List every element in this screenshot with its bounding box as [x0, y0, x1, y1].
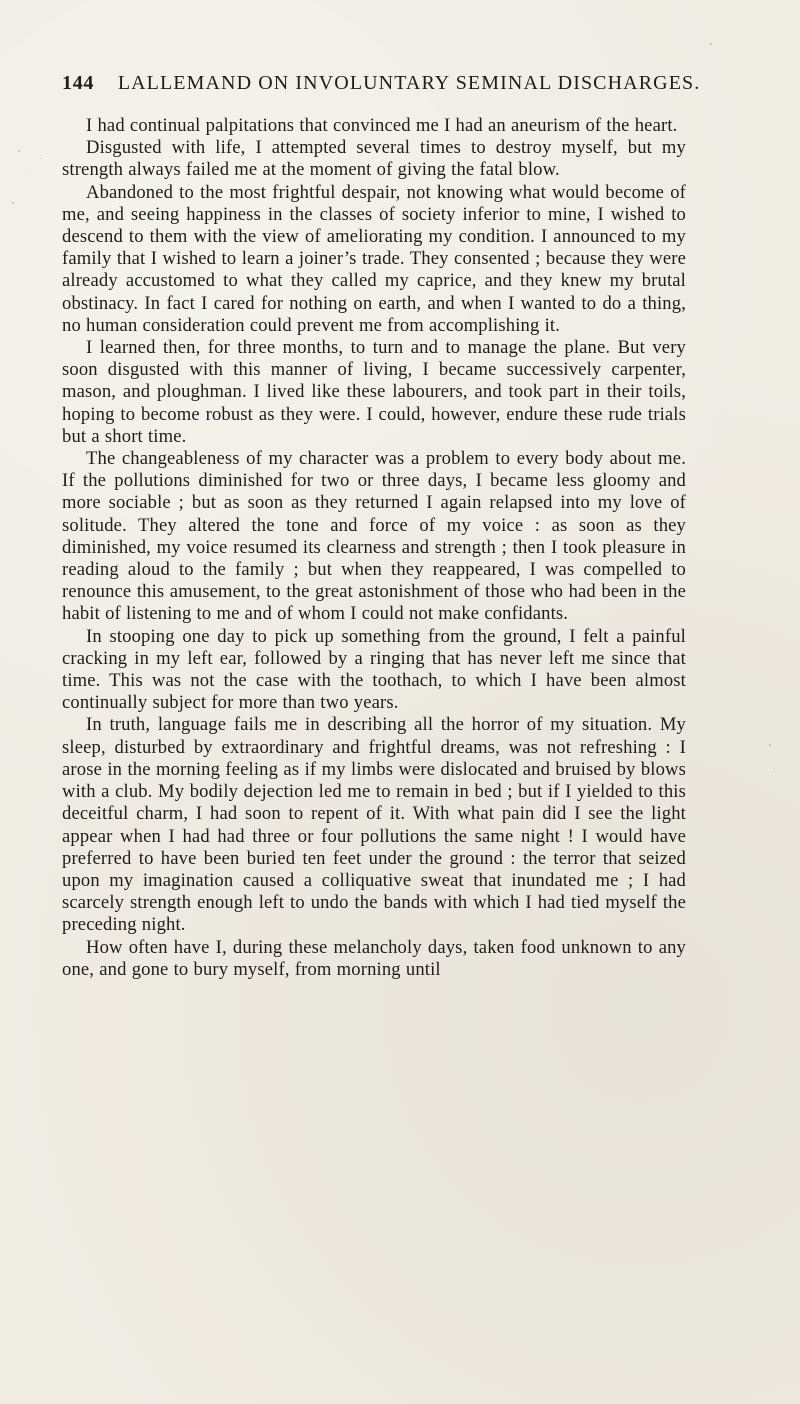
paragraph-6: In stooping one day to pick up something from the ground, I felt a painful cracking in my left ear, followed by a ringing that has never left me since that time. This was not the case with the toothach, to which I have been almost continually subject for more than two years.	[62, 625, 686, 714]
paper-speck	[25, 169, 26, 170]
page-header	[62, 72, 702, 106]
paragraph-8: How often have I, during these melancholy days, taken food unknown to any one, and gone to bury myself, from morning until	[62, 936, 686, 980]
paper-speck	[769, 744, 771, 746]
paragraph-7: In truth, language fails me in describing all the horror of my situation. My sleep, disturbed by extraordinary and frightful dreams, was not refreshing : I arose in the morning feeling as if my limbs were dislocated and bruised by blows with a club. My bodily dejection led me to remain in bed ; but if I yielded to this deceitful charm, I had soon to repent of it. With what pain did I see the light appear when I had had three or four pollutions the same night ! I would have preferred to have been buried ten feet under the ground : the terror that seized upon my imagination caused a colliquative sweat that inundated me ; I had scarcely strength enough left to undo the bands with which I had tied myself the preceding night.	[62, 714, 686, 936]
paragraph-1: I had continual palpitations that convinced me I had an aneurism of the heart.	[86, 115, 678, 136]
paper-speck	[774, 768, 775, 769]
paragraph-5: The changeableness of my character was a problem to every body about me. If the pollutions diminished for two or three days, I became less gloomy and more sociable ; but as soon as they returned I again relapsed into my love of solitude. They altered the tone and force of my voice : as soon as they diminished, my voice resumed its clearness and strength ; then I took pleasure in reading aloud to the family ; but when they reappeared, I was compelled to renounce this amusement, to the great astonishment of those who had been in the habit of listening to me and of whom I could not make confidants.	[62, 448, 686, 625]
paper-speck	[710, 43, 712, 45]
body-text	[62, 115, 686, 981]
paper-speck	[12, 202, 14, 204]
paper-speck	[40, 158, 41, 159]
paragraph-2: Disgusted with life, I attempted several times to destroy myself, but my strength always failed me at the moment of giving the fatal blow.	[62, 137, 686, 181]
paper-speck	[18, 150, 20, 152]
paragraph-4: I learned then, for three months, to turn and to manage the plane. But very soon disgusted with this manner of living, I became successively carpenter, mason, and ploughman. I lived like these labourers, and took part in their toils, hoping to become robust as they were. I could, however, endure these rude trials but a short time.	[62, 337, 686, 447]
page-number: 144	[62, 72, 95, 94]
paragraph-3: Abandoned to the most frightful despair, not knowing what would become of me, and seeing happiness in the classes of society inferior to mine, I wished to descend to them with the view of ameliorating my condition. I announced to my family that I wished to learn a joiner’s trade. They consented ; because they were already accustomed to what they called my caprice, and they knew my brutal obstinacy. In fact I cared for nothing on earth, and when I wanted to do a thing, no human consideration could prevent me from accomplishing it.	[62, 181, 686, 336]
running-head: LALLEMAND ON INVOLUNTARY SEMINAL DISCHARGES.	[117, 72, 701, 94]
